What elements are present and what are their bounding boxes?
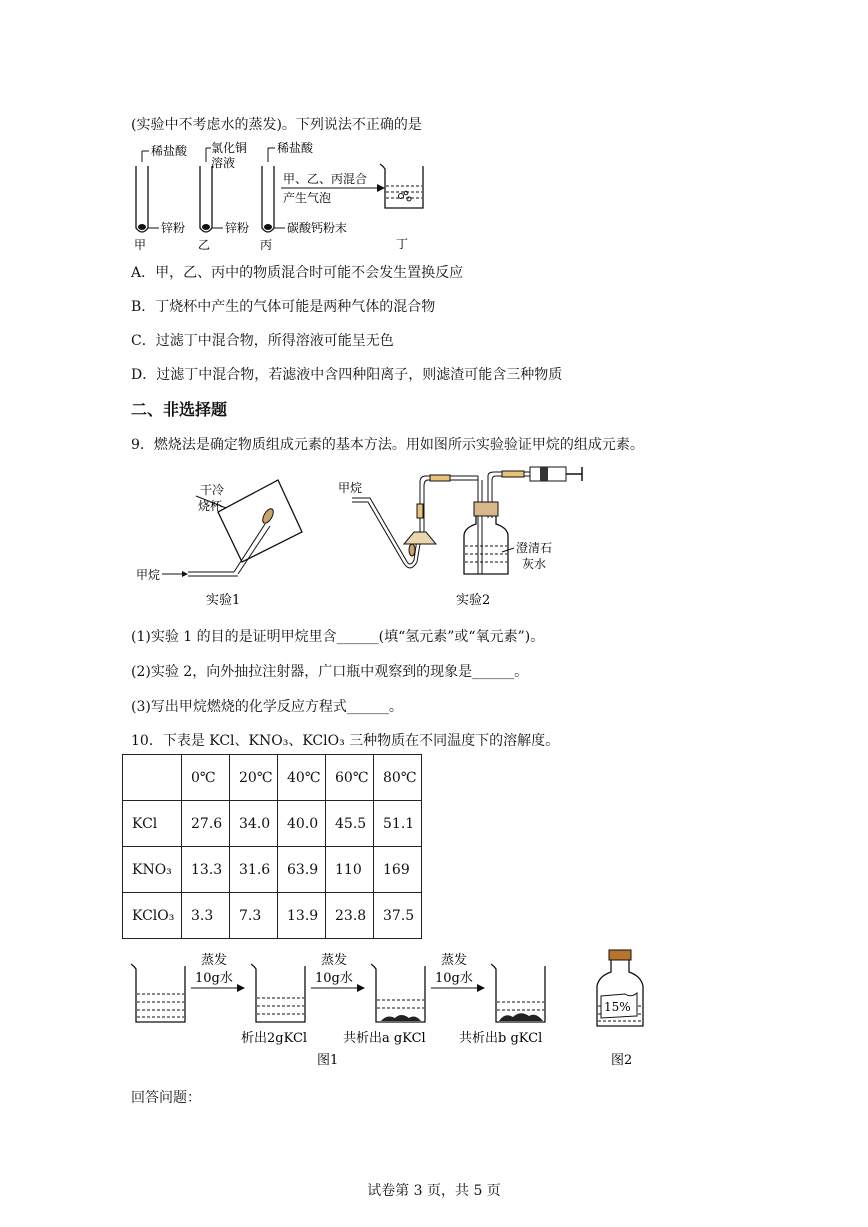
table-cell: 110 <box>326 847 374 893</box>
bottle-label: 15% <box>604 1000 631 1014</box>
tube3-solid: 碳酸钙粉末 <box>287 221 348 235</box>
beaker-3 <box>343 964 426 1046</box>
exp2-liquid-line1: 澄清石 <box>516 541 553 555</box>
experiment2-apparatus <box>338 467 582 608</box>
tube2-solid: 锌粉 <box>225 221 250 235</box>
q8-intro: (实验中不考虑水的蒸发)。下列说法不正确的是 <box>131 117 422 133</box>
step2-top: 蒸发 <box>321 953 348 968</box>
table-cell: KCl <box>123 801 182 847</box>
result3: 共析出b gKCl <box>459 1031 543 1046</box>
table-cell: 13.9 <box>278 893 326 939</box>
q10-stem: 10．下表是 KCl、KNO₃、KClO₃ 三种物质在不同温度下的溶解度。 <box>131 733 560 749</box>
tube3-label: 丙 <box>260 238 273 252</box>
beaker-ding <box>380 164 423 251</box>
table-cell: 51.1 <box>374 801 422 847</box>
table-cell: 34.0 <box>230 801 278 847</box>
table-cell: 169 <box>374 847 422 893</box>
table-cell: 27.6 <box>182 801 230 847</box>
page-footer: 试卷第 3 页，共 5 页 <box>367 1183 501 1199</box>
q8-option-a: A．甲，乙、丙中的物质混合时可能不会发生置换反应 <box>131 265 464 281</box>
table-cell: 23.8 <box>326 893 374 939</box>
table-header-cell: 20℃ <box>230 755 278 801</box>
table-header-row <box>123 755 422 801</box>
reagent-bottle <box>597 950 643 1068</box>
result1: 析出2gKCl <box>241 1031 308 1046</box>
q9-stem: 9．燃烧法是确定物质组成元素的基本方法。用如图所示实验验证甲烷的组成元素。 <box>131 437 644 453</box>
step1-bottom: 10g水 <box>195 971 233 986</box>
experiment1-apparatus <box>136 480 302 608</box>
q8-option-b: B．丁烧杯中产生的气体可能是两种气体的混合物 <box>131 299 436 315</box>
q8-test-tube-figure <box>125 136 425 254</box>
q10-evaporation-figure <box>125 946 665 1070</box>
beaker-2 <box>241 964 307 1046</box>
q9-sub1: (1)实验 1 的目的是证明甲烷里含______(填“氢元素”或“氧元素”)。 <box>131 629 545 645</box>
exp1-caption: 实验1 <box>206 593 241 608</box>
exp2-gas-label: 甲烷 <box>338 481 363 495</box>
table-cell: 3.3 <box>182 893 230 939</box>
table-cell: 63.9 <box>278 847 326 893</box>
step1-top: 蒸发 <box>201 953 228 968</box>
table-header-cell <box>123 755 182 801</box>
q9-sub3: (3)写出甲烷燃烧的化学反应方程式______。 <box>131 699 403 715</box>
q8-option-d: D．过滤丁中混合物，若滤液中含四种阳离子，则滤渣可能含三种物质 <box>131 367 563 383</box>
q9-sub2: (2)实验 2，向外抽拉注射器，广口瓶中观察到的现象是______。 <box>131 664 529 680</box>
table-header-cell: 0℃ <box>182 755 230 801</box>
result2: 共析出a gKCl <box>343 1031 426 1046</box>
beaker-1 <box>131 964 185 1022</box>
table-cell: 40.0 <box>278 801 326 847</box>
table-cell: 37.5 <box>374 893 422 939</box>
tube2-reagent-line2: 溶液 <box>211 156 236 170</box>
q10-answer-prompt: 回答问题： <box>131 1090 201 1106</box>
table-header-cell: 60℃ <box>326 755 374 801</box>
figure2-caption: 图2 <box>611 1053 633 1068</box>
table-header-cell: 40℃ <box>278 755 326 801</box>
exp1-cup-line2: 烧杯 <box>198 499 223 513</box>
arrow-text-top: 甲、乙、丙混合 <box>283 172 368 186</box>
table-row <box>123 893 422 939</box>
tube2-label: 乙 <box>198 238 211 252</box>
exp1-cup-line1: 干冷 <box>200 483 225 497</box>
step2-bottom: 10g水 <box>315 971 353 986</box>
tube1-label: 甲 <box>134 238 147 252</box>
tube1-solid: 锌粉 <box>161 221 186 235</box>
figure1-caption: 图1 <box>317 1053 339 1068</box>
exp2-liquid-line2: 灰水 <box>522 557 547 571</box>
step3-top: 蒸发 <box>441 953 468 968</box>
tube-yi <box>198 140 249 252</box>
beaker-label: 丁 <box>396 237 409 251</box>
tube1-reagent: 稀盐酸 <box>151 144 188 158</box>
table-row <box>123 847 422 893</box>
tube-jia <box>134 143 188 252</box>
q9-experiment-figure <box>130 462 590 612</box>
tube2-reagent-line1: 氯化铜 <box>211 141 248 155</box>
table-cell: 45.5 <box>326 801 374 847</box>
exp2-caption: 实验2 <box>456 593 491 608</box>
solubility-table <box>122 754 422 939</box>
table-cell: 7.3 <box>230 893 278 939</box>
q8-option-c: C．过滤丁中混合物，所得溶液可能呈无色 <box>131 333 394 349</box>
section-title: 二、非选择题 <box>131 400 228 419</box>
table-cell: 31.6 <box>230 847 278 893</box>
arrow-text-bottom: 产生气泡 <box>283 191 332 205</box>
table-cell: KNO₃ <box>123 847 182 893</box>
table-row <box>123 801 422 847</box>
step3-bottom: 10g水 <box>435 971 473 986</box>
tube3-reagent: 稀盐酸 <box>277 141 314 155</box>
exp1-gas-label: 甲烷 <box>136 568 161 582</box>
table-cell: 13.3 <box>182 847 230 893</box>
table-header-cell: 80℃ <box>374 755 422 801</box>
table-cell: KClO₃ <box>123 893 182 939</box>
